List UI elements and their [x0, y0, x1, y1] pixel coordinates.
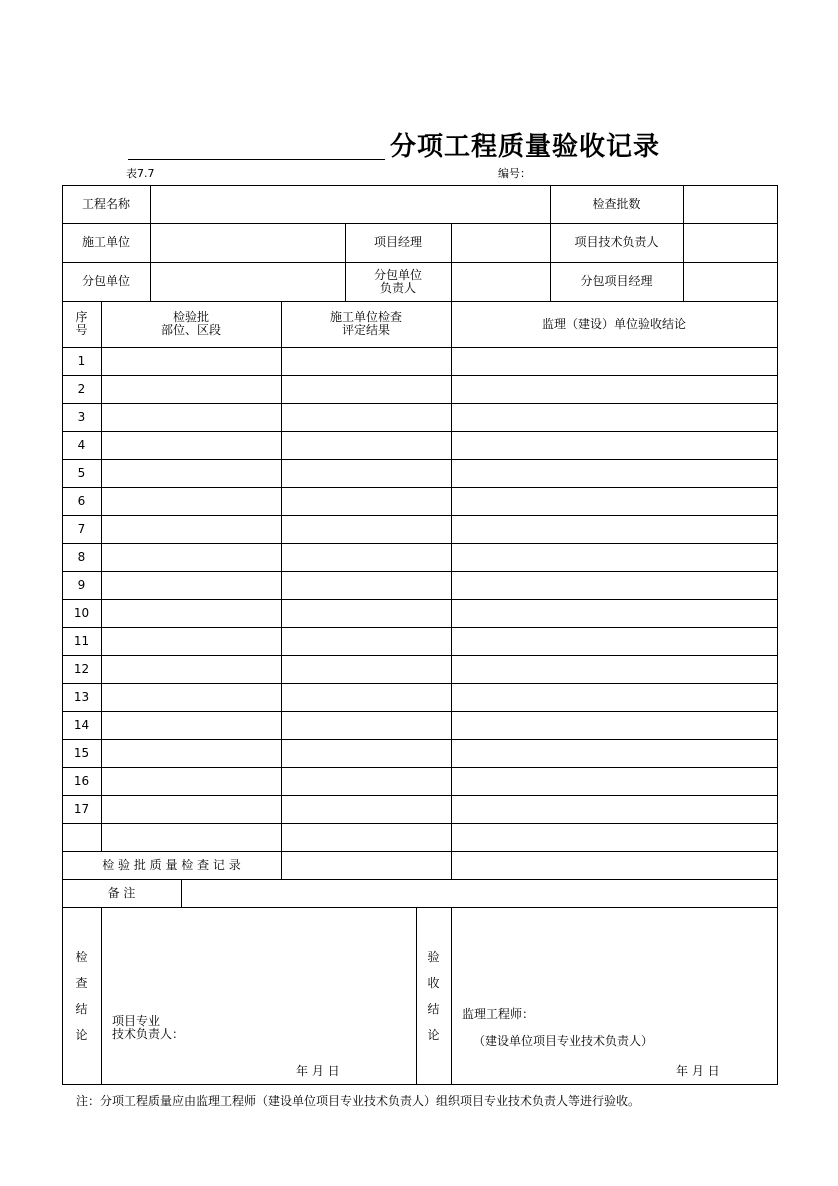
check-char: 结 — [75, 1001, 88, 1016]
project-manager-field[interactable] — [451, 223, 550, 262]
serial-number-label: 编号： — [498, 167, 531, 180]
row-batch-field[interactable] — [101, 543, 281, 571]
table-number: 表7.7 — [126, 167, 155, 180]
row-result-field[interactable] — [281, 739, 451, 767]
row-number: 1 — [77, 353, 86, 368]
check-conclusion-area[interactable] — [101, 907, 416, 1084]
col-batch-header — [101, 301, 281, 347]
project-name-label: 工程名称 — [81, 196, 130, 211]
subcontractor-field[interactable] — [150, 262, 345, 301]
row-batch-field[interactable] — [101, 403, 281, 431]
row-result-field[interactable] — [281, 487, 451, 515]
row-number — [62, 823, 101, 851]
col-seq-line2: 号 — [75, 323, 88, 337]
grid-line — [777, 185, 778, 1085]
row-number: 7 — [77, 521, 86, 536]
row-number: 15 — [73, 745, 90, 760]
row-result-field[interactable] — [281, 375, 451, 403]
row-conclusion-field[interactable] — [451, 515, 777, 543]
row-number: 11 — [73, 633, 90, 648]
row-batch-field[interactable] — [101, 599, 281, 627]
project-manager-label: 项目经理 — [373, 235, 422, 249]
row-result-field[interactable] — [281, 795, 451, 823]
row-conclusion-field[interactable] — [451, 459, 777, 487]
row-batch-field[interactable] — [101, 767, 281, 795]
sub-pm-label: 分包项目经理 — [580, 274, 653, 288]
batch-count-label: 检查批数 — [592, 196, 641, 211]
row-conclusion-field[interactable] — [451, 487, 777, 515]
row-number: 16 — [73, 773, 90, 788]
sub-lead-field[interactable] — [451, 262, 550, 301]
sub-lead-line2: 负责人 — [379, 280, 416, 295]
contractor-field[interactable] — [150, 223, 345, 262]
tech-lead-line2: 技术负责人： — [112, 1027, 185, 1041]
row-batch-field[interactable] — [101, 655, 281, 683]
row-conclusion-field[interactable] — [451, 599, 777, 627]
col-batch-line2: 部位、区段 — [160, 323, 221, 337]
subcontractor-label: 分包单位 — [81, 274, 130, 288]
col-result-line2: 评定结果 — [341, 323, 390, 337]
acceptance-conclusion-area[interactable] — [451, 907, 777, 1084]
check-conclusion-label — [62, 907, 101, 1084]
row-result-field[interactable] — [281, 431, 451, 459]
row-conclusion-field[interactable] — [451, 795, 777, 823]
tech-lead-label: 项目技术负责人 — [574, 235, 659, 249]
row-conclusion-field[interactable] — [451, 767, 777, 795]
row-number: 12 — [73, 661, 90, 676]
accept-char: 收 — [427, 975, 440, 990]
row-conclusion-field[interactable] — [451, 431, 777, 459]
date-right: 年 月 日 — [676, 1064, 720, 1078]
col-batch-line1: 检验批 — [172, 310, 209, 324]
batch-count-field[interactable] — [683, 185, 777, 223]
row-result-field[interactable] — [281, 599, 451, 627]
row-result-field[interactable] — [281, 459, 451, 487]
contractor-label: 施工单位 — [81, 235, 130, 249]
row-conclusion-field[interactable] — [451, 347, 777, 375]
footnote: 注：分项工程质量应由监理工程师（建设单位项目专业技术负责人）组织项目专业技术负责人等进行验收。 — [76, 1094, 641, 1108]
batch-record-result-field[interactable] — [281, 851, 451, 879]
row-batch-field[interactable] — [101, 347, 281, 375]
row-result-field[interactable] — [281, 823, 451, 851]
row-number: 17 — [73, 801, 90, 816]
row-number: 13 — [73, 689, 90, 704]
remarks-label: 备 注 — [107, 885, 136, 900]
acceptance-conclusion-label — [416, 907, 451, 1084]
row-result-field[interactable] — [281, 571, 451, 599]
grid-line — [62, 1084, 778, 1085]
row-batch-field[interactable] — [101, 795, 281, 823]
row-number: 6 — [77, 493, 86, 508]
sub-pm-field[interactable] — [683, 262, 777, 301]
supervising-engineer-label: 监理工程师： — [462, 1007, 535, 1021]
check-char: 论 — [75, 1027, 88, 1042]
col-conclusion-header: 监理（建设）单位验收结论 — [541, 316, 686, 331]
row-conclusion-field[interactable] — [451, 655, 777, 683]
row-conclusion-field[interactable] — [451, 823, 777, 851]
row-conclusion-field[interactable] — [451, 375, 777, 403]
check-char: 检 — [75, 949, 88, 964]
row-batch-field[interactable] — [101, 515, 281, 543]
row-batch-field[interactable] — [101, 627, 281, 655]
project-name-field[interactable] — [150, 185, 550, 223]
accept-char: 验 — [427, 949, 440, 964]
row-result-field[interactable] — [281, 711, 451, 739]
row-conclusion-field[interactable] — [451, 711, 777, 739]
row-number: 5 — [77, 465, 86, 480]
row-result-field[interactable] — [281, 543, 451, 571]
row-batch-field[interactable] — [101, 739, 281, 767]
row-number: 4 — [77, 437, 86, 452]
row-batch-field[interactable] — [101, 823, 281, 851]
row-result-field[interactable] — [281, 403, 451, 431]
row-number: 8 — [77, 549, 86, 564]
row-conclusion-field[interactable] — [451, 627, 777, 655]
row-number: 10 — [73, 605, 90, 620]
row-conclusion-field[interactable] — [451, 571, 777, 599]
row-batch-field[interactable] — [101, 683, 281, 711]
row-result-field[interactable] — [281, 627, 451, 655]
row-conclusion-field[interactable] — [451, 543, 777, 571]
row-conclusion-field[interactable] — [451, 739, 777, 767]
title-underline — [128, 159, 385, 160]
row-number: 9 — [77, 577, 86, 592]
row-conclusion-field[interactable] — [451, 683, 777, 711]
page-title: 分项工程质量验收记录 — [390, 132, 661, 162]
row-result-field[interactable] — [281, 767, 451, 795]
tech-lead-line1: 项目专业 — [112, 1014, 161, 1028]
sub-lead-line1: 分包单位 — [373, 267, 422, 282]
tech-lead-field[interactable] — [683, 223, 777, 262]
row-number: 3 — [77, 409, 86, 424]
col-seq-line1: 序 — [75, 310, 88, 324]
date-left: 年 月 日 — [296, 1064, 340, 1078]
remarks-field[interactable] — [181, 879, 777, 907]
accept-char: 结 — [427, 1001, 440, 1016]
row-batch-field[interactable] — [101, 571, 281, 599]
owner-representative-label: （建设单位项目专业技术负责人） — [473, 1034, 654, 1048]
row-batch-field[interactable] — [101, 459, 281, 487]
row-number: 2 — [77, 381, 86, 396]
row-result-field[interactable] — [281, 347, 451, 375]
col-seq-header — [62, 301, 101, 347]
row-batch-field[interactable] — [101, 375, 281, 403]
col-result-header — [281, 301, 451, 347]
batch-record-conclusion-field[interactable] — [451, 851, 777, 879]
check-char: 查 — [75, 975, 88, 990]
row-batch-field[interactable] — [101, 711, 281, 739]
row-result-field[interactable] — [281, 655, 451, 683]
row-conclusion-field[interactable] — [451, 403, 777, 431]
row-result-field[interactable] — [281, 683, 451, 711]
accept-char: 论 — [427, 1027, 440, 1042]
row-result-field[interactable] — [281, 515, 451, 543]
row-batch-field[interactable] — [101, 431, 281, 459]
batch-record-label: 检 验 批 质 量 检 查 记 录 — [102, 857, 241, 872]
sub-lead-label — [345, 262, 451, 301]
row-batch-field[interactable] — [101, 487, 281, 515]
row-number: 14 — [73, 717, 90, 732]
col-result-line1: 施工单位检查 — [329, 310, 402, 324]
